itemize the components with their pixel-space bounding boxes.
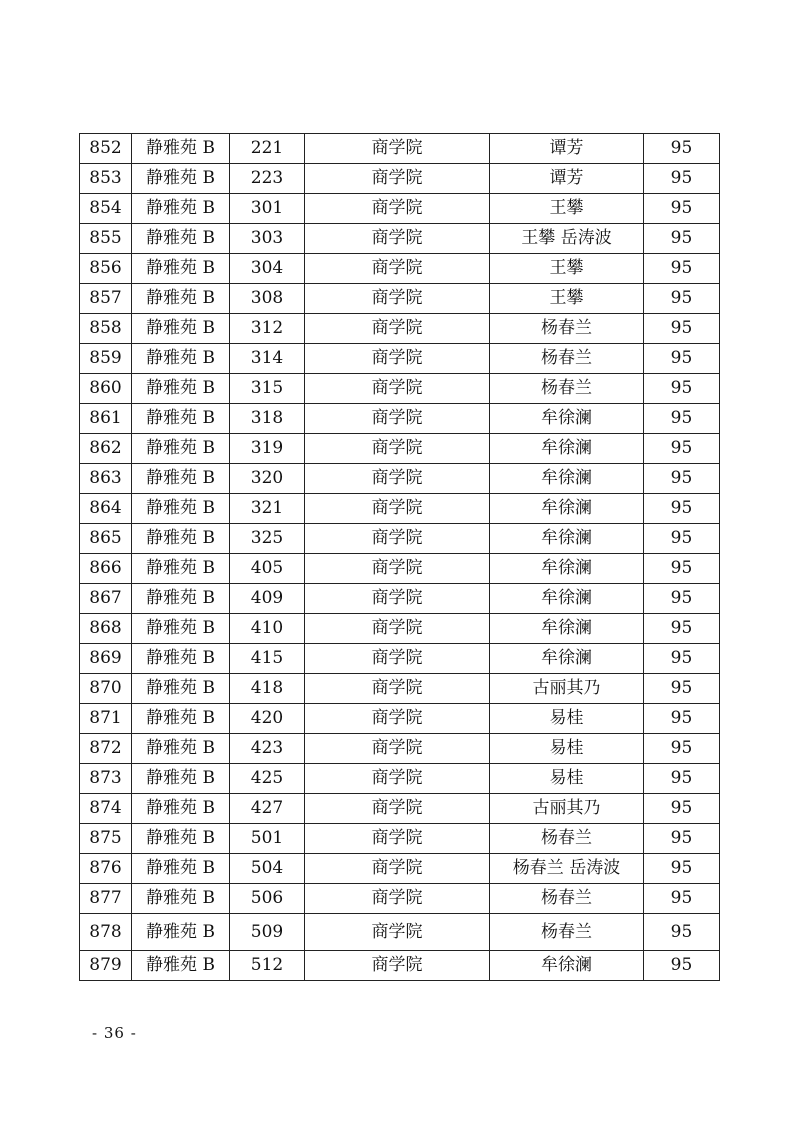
room-cell: 504 <box>230 854 305 884</box>
score-cell: 95 <box>644 254 720 284</box>
score-cell: 95 <box>644 164 720 194</box>
room-cell: 418 <box>230 674 305 704</box>
advisor-cell: 牟徐澜 <box>490 494 644 524</box>
building-cell: 静雅苑 B <box>132 674 230 704</box>
score-cell: 95 <box>644 854 720 884</box>
room-cell: 501 <box>230 824 305 854</box>
row-number: 858 <box>80 314 132 344</box>
college-cell: 商学院 <box>305 284 490 314</box>
building-cell: 静雅苑 B <box>132 704 230 734</box>
building-cell: 静雅苑 B <box>132 254 230 284</box>
table-row <box>80 614 720 644</box>
room-cell: 223 <box>230 164 305 194</box>
score-cell: 95 <box>644 314 720 344</box>
college-cell: 商学院 <box>305 794 490 824</box>
row-number: 853 <box>80 164 132 194</box>
table-row <box>80 494 720 524</box>
college-cell: 商学院 <box>305 254 490 284</box>
room-cell: 314 <box>230 344 305 374</box>
advisor-cell: 谭芳 <box>490 164 644 194</box>
college-cell: 商学院 <box>305 344 490 374</box>
table-row <box>80 951 720 981</box>
advisor-cell: 杨春兰 岳涛波 <box>490 854 644 884</box>
building-cell: 静雅苑 B <box>132 284 230 314</box>
room-cell: 312 <box>230 314 305 344</box>
building-cell: 静雅苑 B <box>132 524 230 554</box>
room-cell: 509 <box>230 914 305 951</box>
advisor-cell: 牟徐澜 <box>490 464 644 494</box>
dorm-roster-table <box>79 133 720 981</box>
row-number: 854 <box>80 194 132 224</box>
table-row <box>80 854 720 884</box>
score-cell: 95 <box>644 794 720 824</box>
table-row <box>80 314 720 344</box>
score-cell: 95 <box>644 764 720 794</box>
advisor-cell: 牟徐澜 <box>490 951 644 981</box>
college-cell: 商学院 <box>305 194 490 224</box>
row-number: 870 <box>80 674 132 704</box>
college-cell: 商学院 <box>305 464 490 494</box>
advisor-cell: 易桂 <box>490 764 644 794</box>
advisor-cell: 王攀 岳涛波 <box>490 224 644 254</box>
advisor-cell: 牟徐澜 <box>490 644 644 674</box>
score-cell: 95 <box>644 734 720 764</box>
building-cell: 静雅苑 B <box>132 494 230 524</box>
college-cell: 商学院 <box>305 554 490 584</box>
row-number: 856 <box>80 254 132 284</box>
table-row <box>80 134 720 164</box>
building-cell: 静雅苑 B <box>132 884 230 914</box>
table-row <box>80 794 720 824</box>
row-number: 862 <box>80 434 132 464</box>
score-cell: 95 <box>644 584 720 614</box>
room-cell: 321 <box>230 494 305 524</box>
row-number: 875 <box>80 824 132 854</box>
score-cell: 95 <box>644 224 720 254</box>
table-row <box>80 764 720 794</box>
college-cell: 商学院 <box>305 434 490 464</box>
table-row <box>80 224 720 254</box>
building-cell: 静雅苑 B <box>132 374 230 404</box>
row-number: 869 <box>80 644 132 674</box>
building-cell: 静雅苑 B <box>132 194 230 224</box>
college-cell: 商学院 <box>305 614 490 644</box>
score-cell: 95 <box>644 554 720 584</box>
table-row <box>80 584 720 614</box>
table-row <box>80 404 720 434</box>
table-row <box>80 824 720 854</box>
room-cell: 415 <box>230 644 305 674</box>
row-number: 871 <box>80 704 132 734</box>
advisor-cell: 杨春兰 <box>490 314 644 344</box>
advisor-cell: 杨春兰 <box>490 374 644 404</box>
table-row <box>80 164 720 194</box>
room-cell: 303 <box>230 224 305 254</box>
table-row <box>80 254 720 284</box>
building-cell: 静雅苑 B <box>132 224 230 254</box>
score-cell: 95 <box>644 914 720 951</box>
score-cell: 95 <box>644 344 720 374</box>
advisor-cell: 牟徐澜 <box>490 524 644 554</box>
college-cell: 商学院 <box>305 314 490 344</box>
advisor-cell: 易桂 <box>490 704 644 734</box>
row-number: 872 <box>80 734 132 764</box>
row-number: 877 <box>80 884 132 914</box>
building-cell: 静雅苑 B <box>132 854 230 884</box>
college-cell: 商学院 <box>305 224 490 254</box>
row-number: 852 <box>80 134 132 164</box>
room-cell: 319 <box>230 434 305 464</box>
college-cell: 商学院 <box>305 951 490 981</box>
room-cell: 221 <box>230 134 305 164</box>
score-cell: 95 <box>644 951 720 981</box>
table-row <box>80 284 720 314</box>
table-row <box>80 374 720 404</box>
college-cell: 商学院 <box>305 524 490 554</box>
room-cell: 304 <box>230 254 305 284</box>
row-number: 864 <box>80 494 132 524</box>
score-cell: 95 <box>644 464 720 494</box>
advisor-cell: 王攀 <box>490 194 644 224</box>
building-cell: 静雅苑 B <box>132 764 230 794</box>
building-cell: 静雅苑 B <box>132 164 230 194</box>
building-cell: 静雅苑 B <box>132 584 230 614</box>
room-cell: 301 <box>230 194 305 224</box>
table-row <box>80 674 720 704</box>
advisor-cell: 杨春兰 <box>490 824 644 854</box>
room-cell: 512 <box>230 951 305 981</box>
building-cell: 静雅苑 B <box>132 434 230 464</box>
row-number: 874 <box>80 794 132 824</box>
score-cell: 95 <box>644 824 720 854</box>
score-cell: 95 <box>644 524 720 554</box>
college-cell: 商学院 <box>305 674 490 704</box>
score-cell: 95 <box>644 284 720 314</box>
college-cell: 商学院 <box>305 494 490 524</box>
table-row <box>80 434 720 464</box>
table-row <box>80 734 720 764</box>
college-cell: 商学院 <box>305 884 490 914</box>
advisor-cell: 牟徐澜 <box>490 434 644 464</box>
college-cell: 商学院 <box>305 854 490 884</box>
score-cell: 95 <box>644 404 720 434</box>
table-row <box>80 344 720 374</box>
row-number: 863 <box>80 464 132 494</box>
score-cell: 95 <box>644 374 720 404</box>
row-number: 878 <box>80 914 132 951</box>
advisor-cell: 王攀 <box>490 284 644 314</box>
building-cell: 静雅苑 B <box>132 914 230 951</box>
room-cell: 410 <box>230 614 305 644</box>
score-cell: 95 <box>644 704 720 734</box>
table-row <box>80 914 720 951</box>
page-number: - 36 - <box>92 1024 137 1042</box>
score-cell: 95 <box>644 674 720 704</box>
room-cell: 420 <box>230 704 305 734</box>
row-number: 865 <box>80 524 132 554</box>
room-cell: 409 <box>230 584 305 614</box>
row-number: 866 <box>80 554 132 584</box>
room-cell: 308 <box>230 284 305 314</box>
building-cell: 静雅苑 B <box>132 951 230 981</box>
building-cell: 静雅苑 B <box>132 734 230 764</box>
building-cell: 静雅苑 B <box>132 794 230 824</box>
advisor-cell: 王攀 <box>490 254 644 284</box>
row-number: 876 <box>80 854 132 884</box>
row-number: 867 <box>80 584 132 614</box>
score-cell: 95 <box>644 194 720 224</box>
room-cell: 325 <box>230 524 305 554</box>
college-cell: 商学院 <box>305 374 490 404</box>
room-cell: 315 <box>230 374 305 404</box>
building-cell: 静雅苑 B <box>132 824 230 854</box>
row-number: 855 <box>80 224 132 254</box>
table-row <box>80 884 720 914</box>
building-cell: 静雅苑 B <box>132 134 230 164</box>
building-cell: 静雅苑 B <box>132 404 230 434</box>
score-cell: 95 <box>644 494 720 524</box>
room-cell: 425 <box>230 764 305 794</box>
college-cell: 商学院 <box>305 764 490 794</box>
advisor-cell: 谭芳 <box>490 134 644 164</box>
table-row <box>80 464 720 494</box>
table-body <box>80 134 720 981</box>
table-row <box>80 644 720 674</box>
college-cell: 商学院 <box>305 404 490 434</box>
row-number: 879 <box>80 951 132 981</box>
room-cell: 423 <box>230 734 305 764</box>
room-cell: 318 <box>230 404 305 434</box>
row-number: 857 <box>80 284 132 314</box>
row-number: 859 <box>80 344 132 374</box>
building-cell: 静雅苑 B <box>132 554 230 584</box>
building-cell: 静雅苑 B <box>132 644 230 674</box>
college-cell: 商学院 <box>305 134 490 164</box>
building-cell: 静雅苑 B <box>132 314 230 344</box>
table-row <box>80 554 720 584</box>
score-cell: 95 <box>644 644 720 674</box>
college-cell: 商学院 <box>305 734 490 764</box>
row-number: 873 <box>80 764 132 794</box>
advisor-cell: 牟徐澜 <box>490 404 644 434</box>
advisor-cell: 易桂 <box>490 734 644 764</box>
score-cell: 95 <box>644 884 720 914</box>
building-cell: 静雅苑 B <box>132 344 230 374</box>
room-cell: 405 <box>230 554 305 584</box>
advisor-cell: 杨春兰 <box>490 914 644 951</box>
row-number: 860 <box>80 374 132 404</box>
row-number: 868 <box>80 614 132 644</box>
score-cell: 95 <box>644 434 720 464</box>
advisor-cell: 古丽其乃 <box>490 794 644 824</box>
table-row <box>80 704 720 734</box>
advisor-cell: 牟徐澜 <box>490 584 644 614</box>
score-cell: 95 <box>644 614 720 644</box>
building-cell: 静雅苑 B <box>132 464 230 494</box>
room-cell: 506 <box>230 884 305 914</box>
row-number: 861 <box>80 404 132 434</box>
college-cell: 商学院 <box>305 644 490 674</box>
room-cell: 320 <box>230 464 305 494</box>
table-row <box>80 194 720 224</box>
advisor-cell: 牟徐澜 <box>490 554 644 584</box>
college-cell: 商学院 <box>305 914 490 951</box>
table-row <box>80 524 720 554</box>
college-cell: 商学院 <box>305 704 490 734</box>
college-cell: 商学院 <box>305 164 490 194</box>
building-cell: 静雅苑 B <box>132 614 230 644</box>
advisor-cell: 牟徐澜 <box>490 614 644 644</box>
room-cell: 427 <box>230 794 305 824</box>
college-cell: 商学院 <box>305 584 490 614</box>
advisor-cell: 杨春兰 <box>490 344 644 374</box>
advisor-cell: 杨春兰 <box>490 884 644 914</box>
college-cell: 商学院 <box>305 824 490 854</box>
advisor-cell: 古丽其乃 <box>490 674 644 704</box>
score-cell: 95 <box>644 134 720 164</box>
